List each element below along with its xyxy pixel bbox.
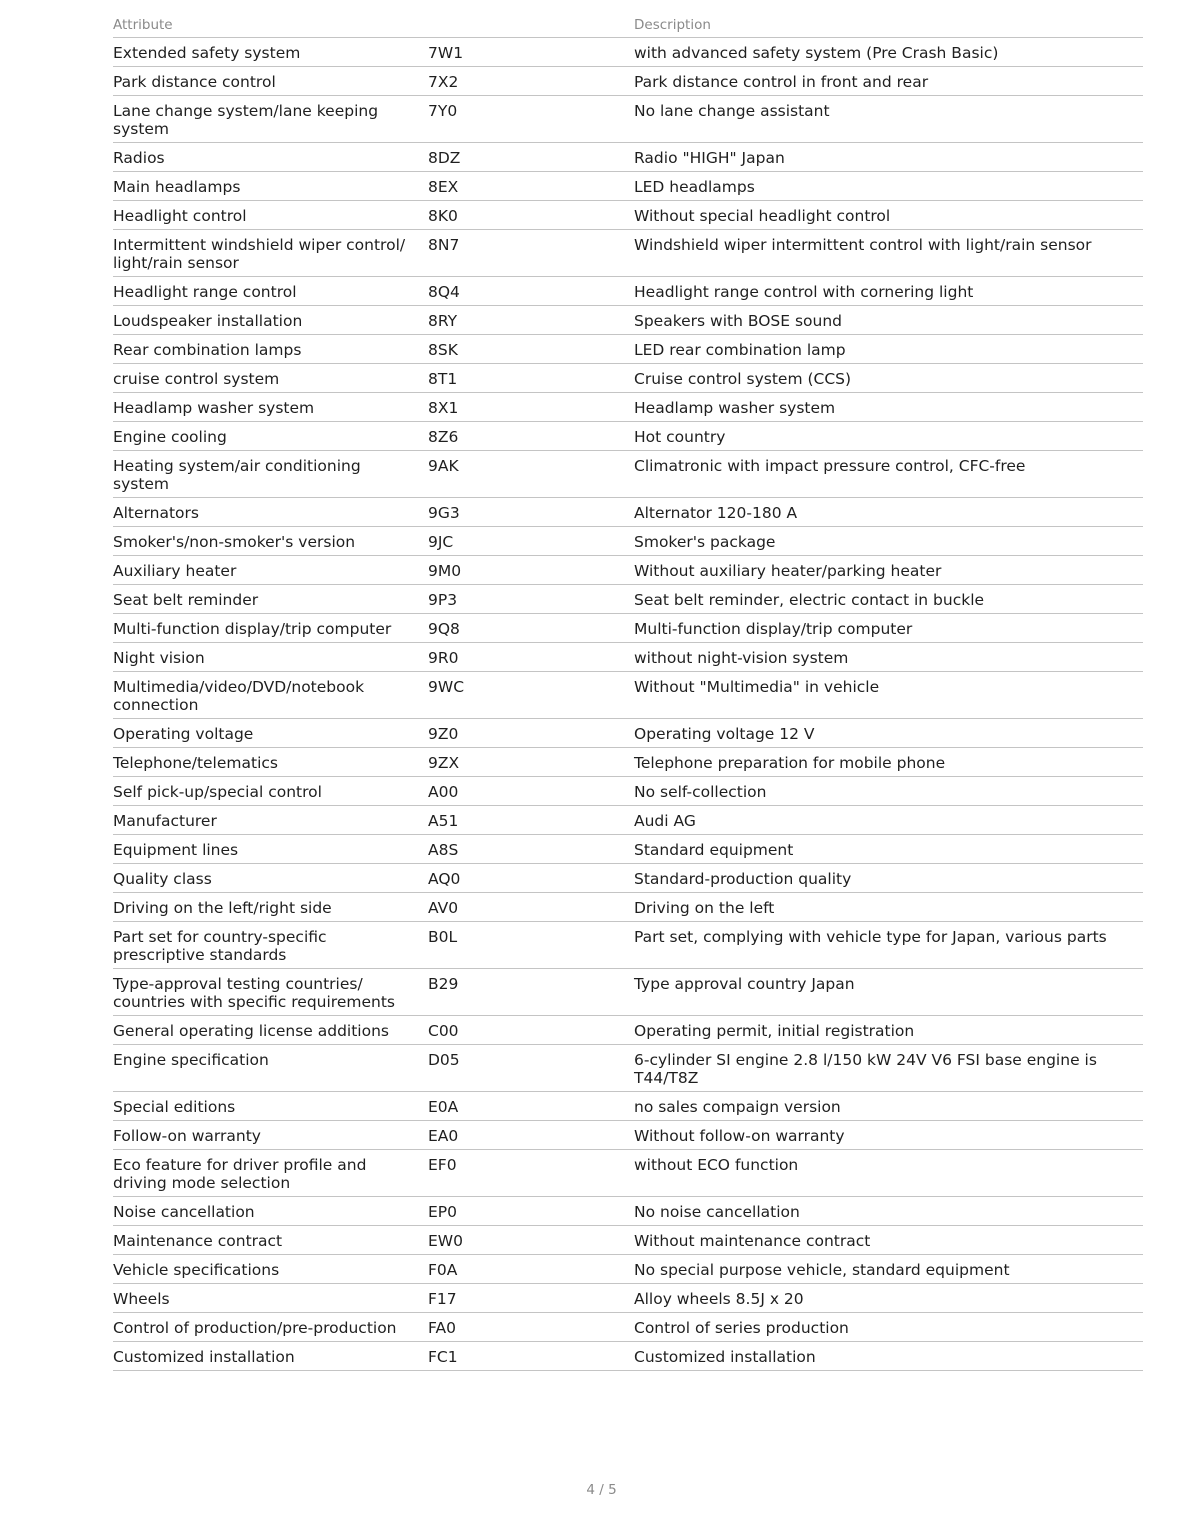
- cell-description: LED headlamps: [634, 172, 1143, 201]
- header-description: Description: [634, 8, 1143, 38]
- cell-description: Smoker's package: [634, 527, 1143, 556]
- cell-attribute: Seat belt reminder: [113, 585, 428, 614]
- cell-code: AV0: [428, 893, 634, 922]
- cell-code: 8Z6: [428, 422, 634, 451]
- table-row: [113, 1016, 1143, 1045]
- cell-code: 8K0: [428, 201, 634, 230]
- table-row: [113, 777, 1143, 806]
- table-row: [113, 393, 1143, 422]
- cell-code: 7Y0: [428, 96, 634, 143]
- cell-code: 8T1: [428, 364, 634, 393]
- table-row: [113, 1342, 1143, 1371]
- cell-code: 9ZX: [428, 748, 634, 777]
- table-row: [113, 1150, 1143, 1197]
- table-row: [113, 96, 1143, 143]
- cell-description: Without special headlight control: [634, 201, 1143, 230]
- cell-code: EP0: [428, 1197, 634, 1226]
- cell-description: Headlamp washer system: [634, 393, 1143, 422]
- cell-code: 9Z0: [428, 719, 634, 748]
- cell-description: Part set, complying with vehicle type for Japan, various parts: [634, 922, 1143, 969]
- cell-description: Control of series production: [634, 1313, 1143, 1342]
- header-code: [428, 8, 634, 38]
- cell-code: 9Q8: [428, 614, 634, 643]
- cell-description: Without "Multimedia" in vehicle: [634, 672, 1143, 719]
- table-row: [113, 172, 1143, 201]
- cell-attribute: Quality class: [113, 864, 428, 893]
- cell-description: 6-cylinder SI engine 2.8 l/150 kW 24V V6 FSI base engine is T44/T8Z: [634, 1045, 1143, 1092]
- table-row: [113, 969, 1143, 1016]
- cell-code: 9JC: [428, 527, 634, 556]
- cell-attribute: Eco feature for driver profile and driving mode selection: [113, 1150, 428, 1197]
- cell-attribute: Alternators: [113, 498, 428, 527]
- cell-description: Customized installation: [634, 1342, 1143, 1371]
- cell-description: with advanced safety system (Pre Crash Basic): [634, 38, 1143, 67]
- cell-code: FC1: [428, 1342, 634, 1371]
- cell-attribute: Intermittent windshield wiper control/ light/rain sensor: [113, 230, 428, 277]
- table-row: [113, 672, 1143, 719]
- table-header-row: [113, 8, 1143, 38]
- cell-description: Speakers with BOSE sound: [634, 306, 1143, 335]
- cell-attribute: Headlight range control: [113, 277, 428, 306]
- cell-code: C00: [428, 1016, 634, 1045]
- cell-code: 9M0: [428, 556, 634, 585]
- table-row: [113, 230, 1143, 277]
- cell-attribute: Rear combination lamps: [113, 335, 428, 364]
- table-row: [113, 498, 1143, 527]
- cell-attribute: Driving on the left/right side: [113, 893, 428, 922]
- cell-attribute: Vehicle specifications: [113, 1255, 428, 1284]
- table-row: [113, 277, 1143, 306]
- table-row: [113, 719, 1143, 748]
- cell-description: Without follow-on warranty: [634, 1121, 1143, 1150]
- cell-code: 8X1: [428, 393, 634, 422]
- cell-code: F17: [428, 1284, 634, 1313]
- cell-attribute: Loudspeaker installation: [113, 306, 428, 335]
- cell-code: 8N7: [428, 230, 634, 277]
- cell-attribute: Manufacturer: [113, 806, 428, 835]
- cell-code: 9R0: [428, 643, 634, 672]
- cell-attribute: Operating voltage: [113, 719, 428, 748]
- cell-code: 7X2: [428, 67, 634, 96]
- cell-attribute: Auxiliary heater: [113, 556, 428, 585]
- cell-description: Operating permit, initial registration: [634, 1016, 1143, 1045]
- cell-description: LED rear combination lamp: [634, 335, 1143, 364]
- cell-description: No lane change assistant: [634, 96, 1143, 143]
- table-row: [113, 893, 1143, 922]
- cell-code: 9P3: [428, 585, 634, 614]
- table-row: [113, 585, 1143, 614]
- table-row: [113, 643, 1143, 672]
- cell-description: Radio "HIGH" Japan: [634, 143, 1143, 172]
- equipment-table: [113, 8, 1143, 1371]
- table-row: [113, 38, 1143, 67]
- table-row: [113, 306, 1143, 335]
- table-row: [113, 527, 1143, 556]
- cell-attribute: Maintenance contract: [113, 1226, 428, 1255]
- table-row: [113, 143, 1143, 172]
- cell-attribute: Extended safety system: [113, 38, 428, 67]
- cell-attribute: Noise cancellation: [113, 1197, 428, 1226]
- cell-code: B0L: [428, 922, 634, 969]
- table-row: [113, 864, 1143, 893]
- cell-attribute: Headlamp washer system: [113, 393, 428, 422]
- table-row: [113, 451, 1143, 498]
- cell-attribute: Type-approval testing countries/ countries with specific requirements: [113, 969, 428, 1016]
- cell-attribute: Engine cooling: [113, 422, 428, 451]
- cell-description: Operating voltage 12 V: [634, 719, 1143, 748]
- cell-description: Telephone preparation for mobile phone: [634, 748, 1143, 777]
- cell-attribute: Equipment lines: [113, 835, 428, 864]
- cell-code: B29: [428, 969, 634, 1016]
- table-row: [113, 1313, 1143, 1342]
- table-body: [113, 38, 1143, 1371]
- cell-code: E0A: [428, 1092, 634, 1121]
- cell-attribute: Telephone/telematics: [113, 748, 428, 777]
- cell-code: 8RY: [428, 306, 634, 335]
- cell-description: Park distance control in front and rear: [634, 67, 1143, 96]
- cell-code: 9AK: [428, 451, 634, 498]
- cell-attribute: Headlight control: [113, 201, 428, 230]
- table-row: [113, 422, 1143, 451]
- table-row: [113, 748, 1143, 777]
- cell-description: Standard equipment: [634, 835, 1143, 864]
- cell-code: 8DZ: [428, 143, 634, 172]
- table-row: [113, 1284, 1143, 1313]
- cell-attribute: Special editions: [113, 1092, 428, 1121]
- cell-description: Audi AG: [634, 806, 1143, 835]
- cell-attribute: Night vision: [113, 643, 428, 672]
- cell-code: A8S: [428, 835, 634, 864]
- cell-description: No noise cancellation: [634, 1197, 1143, 1226]
- cell-attribute: Follow-on warranty: [113, 1121, 428, 1150]
- cell-description: Seat belt reminder, electric contact in buckle: [634, 585, 1143, 614]
- cell-attribute: Wheels: [113, 1284, 428, 1313]
- cell-description: Without maintenance contract: [634, 1226, 1143, 1255]
- table-row: [113, 1121, 1143, 1150]
- table-row: [113, 835, 1143, 864]
- cell-description: No self-collection: [634, 777, 1143, 806]
- cell-attribute: Heating system/air conditioning system: [113, 451, 428, 498]
- cell-description: Hot country: [634, 422, 1143, 451]
- cell-description: Alloy wheels 8.5J x 20: [634, 1284, 1143, 1313]
- page-number: 4 / 5: [586, 1482, 617, 1498]
- cell-code: EW0: [428, 1226, 634, 1255]
- table-row: [113, 364, 1143, 393]
- cell-attribute: Customized installation: [113, 1342, 428, 1371]
- spec-sheet: [113, 8, 1143, 1371]
- cell-attribute: Smoker's/non-smoker's version: [113, 527, 428, 556]
- cell-description: without ECO function: [634, 1150, 1143, 1197]
- cell-code: D05: [428, 1045, 634, 1092]
- cell-code: EF0: [428, 1150, 634, 1197]
- cell-code: A51: [428, 806, 634, 835]
- cell-attribute: Control of production/pre-production: [113, 1313, 428, 1342]
- cell-code: 8Q4: [428, 277, 634, 306]
- cell-attribute: Multimedia/video/DVD/notebook connection: [113, 672, 428, 719]
- table-row: [113, 1092, 1143, 1121]
- cell-code: A00: [428, 777, 634, 806]
- cell-attribute: cruise control system: [113, 364, 428, 393]
- cell-code: 8EX: [428, 172, 634, 201]
- cell-attribute: Radios: [113, 143, 428, 172]
- cell-description: Standard-production quality: [634, 864, 1143, 893]
- cell-description: Driving on the left: [634, 893, 1143, 922]
- cell-code: AQ0: [428, 864, 634, 893]
- cell-description: Alternator 120-180 A: [634, 498, 1143, 527]
- cell-attribute: Part set for country-specific prescriptive standards: [113, 922, 428, 969]
- cell-description: Headlight range control with cornering light: [634, 277, 1143, 306]
- cell-description: Without auxiliary heater/parking heater: [634, 556, 1143, 585]
- cell-attribute: Engine specification: [113, 1045, 428, 1092]
- cell-description: Multi-function display/trip computer: [634, 614, 1143, 643]
- table-row: [113, 335, 1143, 364]
- table-row: [113, 1226, 1143, 1255]
- cell-description: Windshield wiper intermittent control with light/rain sensor: [634, 230, 1143, 277]
- cell-code: FA0: [428, 1313, 634, 1342]
- cell-code: 7W1: [428, 38, 634, 67]
- cell-code: 8SK: [428, 335, 634, 364]
- cell-code: 9WC: [428, 672, 634, 719]
- header-attribute: Attribute: [113, 8, 428, 38]
- table-row: [113, 1045, 1143, 1092]
- table-row: [113, 614, 1143, 643]
- cell-attribute: Lane change system/lane keeping system: [113, 96, 428, 143]
- cell-description: no sales compaign version: [634, 1092, 1143, 1121]
- table-row: [113, 806, 1143, 835]
- cell-attribute: Self pick-up/special control: [113, 777, 428, 806]
- table-row: [113, 201, 1143, 230]
- table-row: [113, 556, 1143, 585]
- cell-description: Climatronic with impact pressure control, CFC-free: [634, 451, 1143, 498]
- cell-code: EA0: [428, 1121, 634, 1150]
- table-row: [113, 1197, 1143, 1226]
- cell-attribute: Multi-function display/trip computer: [113, 614, 428, 643]
- table-row: [113, 922, 1143, 969]
- table-row: [113, 67, 1143, 96]
- cell-code: 9G3: [428, 498, 634, 527]
- cell-attribute: General operating license additions: [113, 1016, 428, 1045]
- cell-description: Cruise control system (CCS): [634, 364, 1143, 393]
- table-row: [113, 1255, 1143, 1284]
- cell-attribute: Park distance control: [113, 67, 428, 96]
- cell-description: without night-vision system: [634, 643, 1143, 672]
- cell-code: F0A: [428, 1255, 634, 1284]
- cell-description: No special purpose vehicle, standard equipment: [634, 1255, 1143, 1284]
- cell-description: Type approval country Japan: [634, 969, 1143, 1016]
- cell-attribute: Main headlamps: [113, 172, 428, 201]
